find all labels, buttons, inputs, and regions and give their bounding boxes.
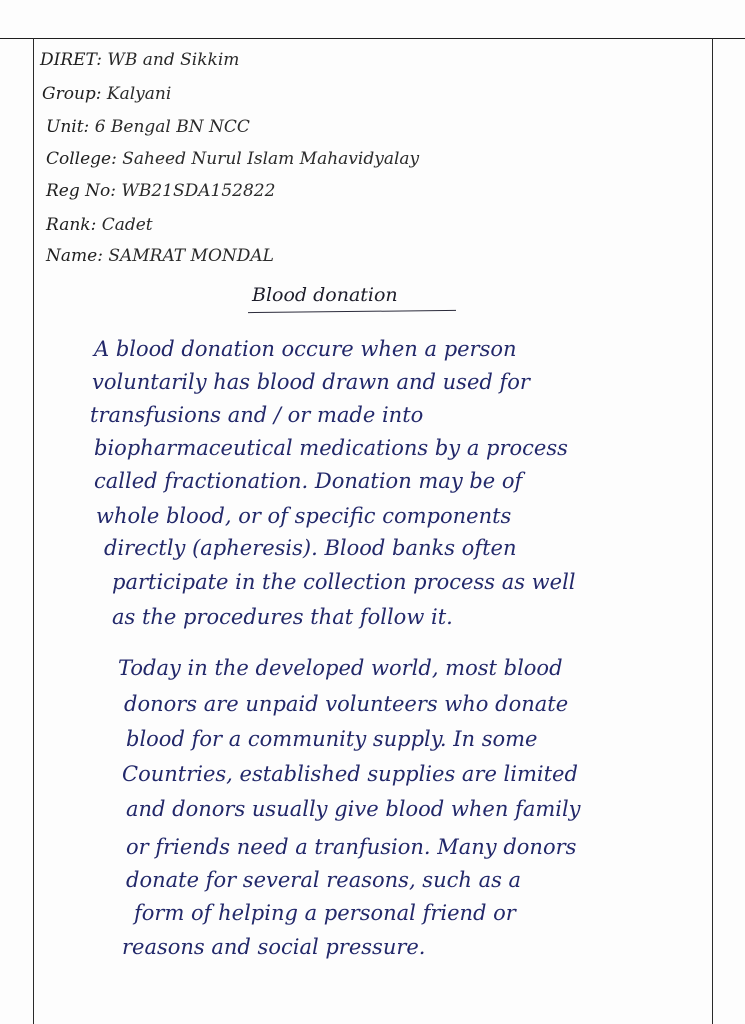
rank-value: Cadet <box>101 215 153 235</box>
paragraph2-line: Countries, established supplies are limited <box>122 762 578 786</box>
header-reg <box>46 181 275 201</box>
college-value: Saheed Nurul Islam Mahavidyalay <box>122 149 420 169</box>
paragraph1-line: biopharmaceutical medications by a process <box>94 436 568 460</box>
right-margin-line <box>712 38 713 1024</box>
paragraph2-line: form of helping a personal friend or <box>134 901 516 925</box>
direct-value: WB and Sikkim <box>107 50 240 70</box>
rank-label: Rank: <box>46 215 97 235</box>
header-college <box>46 149 419 169</box>
paragraph1-line: voluntarily has blood drawn and used for <box>92 370 530 394</box>
left-margin-line <box>33 38 34 1024</box>
paragraph1-line: A blood donation occure when a person <box>94 337 517 361</box>
essay-title: Blood donation <box>252 284 398 306</box>
paragraph2-line: Today in the developed world, most blood <box>118 656 563 680</box>
group-value: Kalyani <box>106 84 172 104</box>
header-group <box>42 84 171 104</box>
top-rule <box>0 38 745 39</box>
header-direct <box>40 50 239 70</box>
header-rank <box>46 215 153 235</box>
paragraph1-line: transfusions and / or made into <box>90 403 424 427</box>
paragraph1-line: as the procedures that follow it. <box>112 605 453 629</box>
paragraph2-line: or friends need a tranfusion. Many donors <box>126 835 577 859</box>
paragraph2-line: donors are unpaid volunteers who donate <box>124 692 569 716</box>
paragraph1-line: whole blood, or of specific components <box>96 504 512 528</box>
unit-label: Unit: <box>46 117 90 137</box>
name-value: SAMRAT MONDAL <box>108 246 274 266</box>
reg-label: Reg No: <box>46 181 116 201</box>
unit-value: 6 Bengal BN NCC <box>94 117 250 137</box>
paragraph2-line: donate for several reasons, such as a <box>126 868 522 892</box>
paragraph2-line: and donors usually give blood when family <box>126 797 581 821</box>
paragraph1-line: directly (apheresis). Blood banks often <box>104 536 517 560</box>
header-name <box>46 246 274 266</box>
paragraph2-line: blood for a community supply. In some <box>126 727 538 751</box>
paragraph2-line: reasons and social pressure. <box>122 935 426 959</box>
direct-label: DIRET: <box>40 50 103 70</box>
paragraph1-line: called fractionation. Donation may be of <box>94 469 523 493</box>
name-label: Name: <box>46 246 103 266</box>
paragraph1-line: participate in the collection process as well <box>112 570 576 594</box>
header-unit <box>46 117 250 137</box>
group-label: Group: <box>42 84 102 104</box>
college-label: College: <box>46 149 117 169</box>
reg-value: WB21SDA152822 <box>121 181 276 201</box>
title-underline <box>248 310 456 313</box>
